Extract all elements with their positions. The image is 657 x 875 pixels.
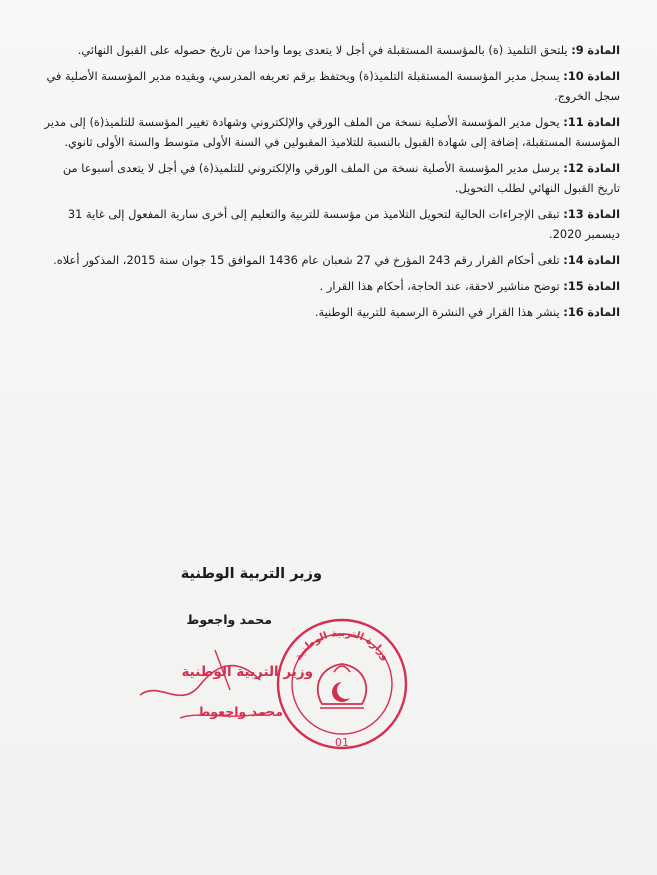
stamp-name: محمد واجعوط [197, 704, 283, 719]
signatory-name: محمد واجعوط [186, 612, 272, 627]
article-label: المادة [587, 207, 620, 221]
article-text: تلغى أحكام القرار رقم 243 المؤرخ في 27 شعبان عام 1436 الموافق 15 جوان سنة 2015، المذكور أعلاه. [53, 253, 560, 267]
article-number: 10: [563, 69, 584, 83]
article-number: 15: [563, 279, 584, 293]
article-number: 9: [571, 43, 584, 57]
seal-number: 01 [335, 736, 349, 749]
article-number: 16: [563, 305, 584, 319]
article-10 [42, 66, 620, 106]
article-label: المادة [587, 253, 620, 267]
official-seal-icon [272, 612, 412, 762]
article-label: المادة [587, 43, 620, 57]
article-label: المادة [587, 115, 620, 129]
article-label: المادة [587, 161, 620, 175]
article-label: المادة [587, 69, 620, 83]
article-text: يلتحق التلميذ (ة) بالمؤسسة المستقبلة في أجل لا يتعدى يوما واحدا من تاريخ حصوله على القبول النهائي. [77, 43, 568, 57]
article-text: يحول مدير المؤسسة الأصلية نسخة من الملف الورقي والإلكتروني وشهادة تغيير المؤسسة للتلميذ(ة) إلى مدير المؤسسة المستقبلة، إضافة إلى شهادة القبول بالنسبة للتلاميذ المقبولين في السنة الأولى متوسط والسنة الأولى ثانوي. [44, 115, 620, 149]
article-9 [42, 40, 620, 60]
signatory-title: وزير التربية الوطنية [180, 566, 322, 582]
article-14 [42, 250, 620, 270]
article-number: 11: [563, 115, 584, 129]
article-11 [42, 112, 620, 152]
article-text: يسجل مدير المؤسسة المستقبلة التلميذ(ة) ويحتفظ برقم تعريفه المدرسي، ويقيده مدير المؤسسة الأصلية في سجل الخروج. [46, 69, 620, 103]
articles-list [42, 40, 620, 328]
article-text: ينشر هذا القرار في النشرة الرسمية للتربية الوطنية. [314, 305, 560, 319]
article-16 [42, 302, 620, 322]
article-number: 12: [563, 161, 584, 175]
article-15 [42, 276, 620, 296]
article-12 [42, 158, 620, 198]
svg-text:وزارة التربية الوطنية [293, 628, 391, 663]
article-label: المادة [587, 305, 620, 319]
article-13 [42, 204, 620, 244]
article-text: يرسل مدير المؤسسة الأصلية نسخة من الملف الورقي والإلكتروني للتلميذ(ة) في أجل لا يتعدى أسبوعا من تاريخ القبول النهائي لطلب التحويل. [62, 161, 620, 195]
article-number: 14: [563, 253, 584, 267]
article-text: تبقى الإجراءات الحالية لتحويل التلاميذ من مؤسسة للتربية والتعليم إلى أخرى سارية المفعول إلى غاية 31 ديسمبر 2020. [67, 207, 620, 241]
stamp-title: وزير التربية الوطنية [181, 664, 313, 680]
article-label: المادة [587, 279, 620, 293]
article-text: توضح مناشير لاحقة، عند الحاجة، أحكام هذا القرار . [319, 279, 560, 293]
article-number: 13: [563, 207, 584, 221]
seal-arc-text: وزارة التربية الوطنية [293, 627, 391, 663]
